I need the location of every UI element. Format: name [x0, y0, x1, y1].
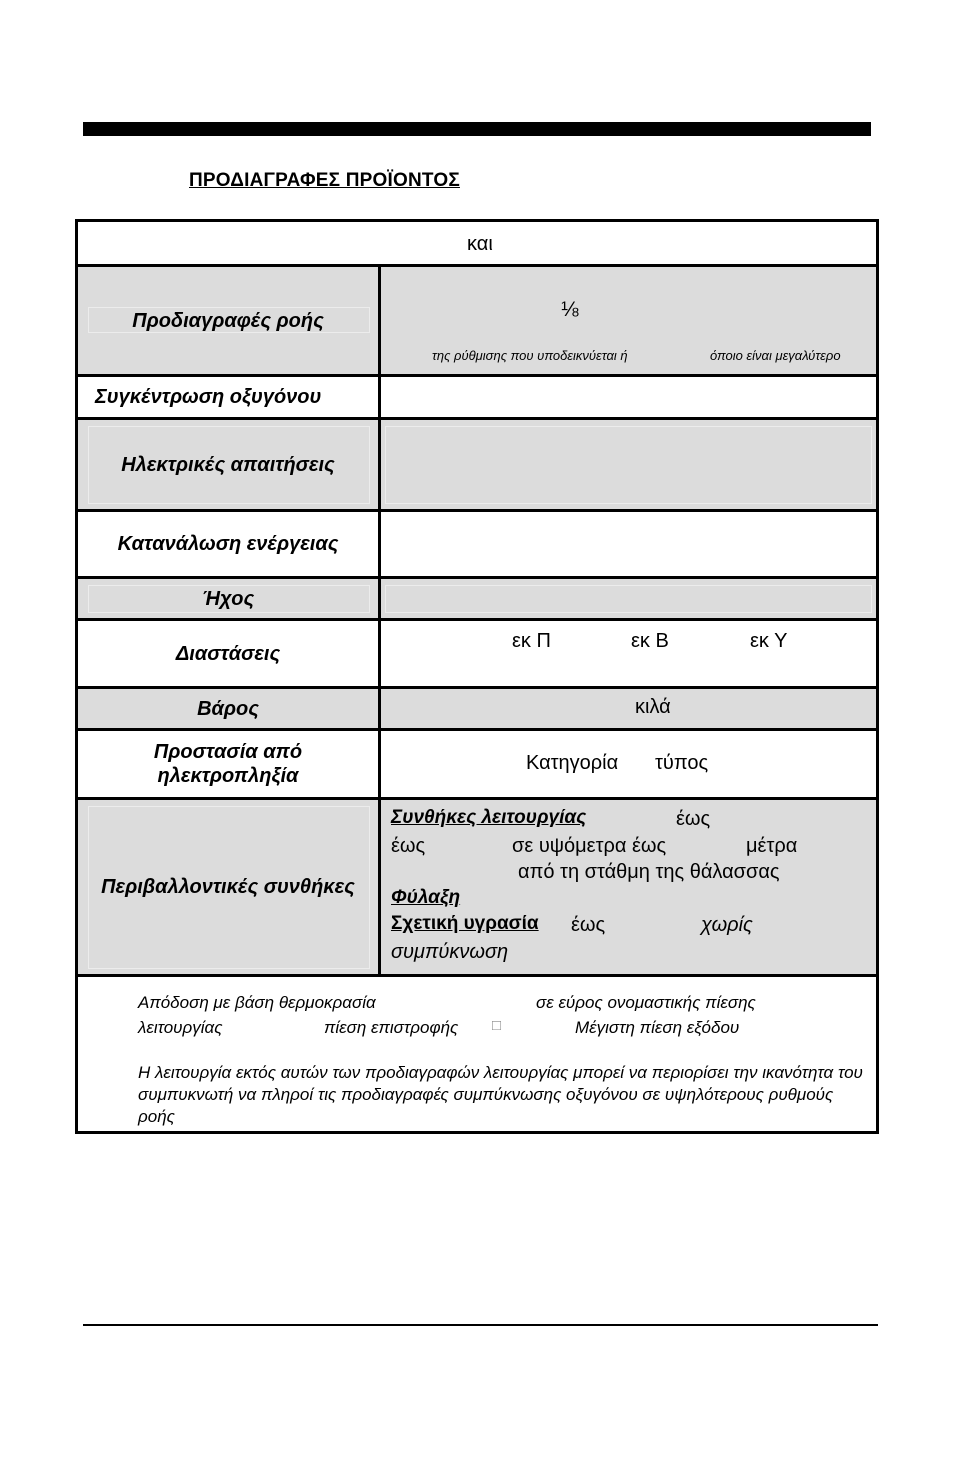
oxygen-label: Συγκέντρωση οξυγόνου: [95, 386, 322, 408]
spec-row-dimensions: [78, 618, 876, 686]
dimensions-value: [378, 621, 876, 686]
top-row-text: και: [467, 233, 493, 255]
footnote-perf-3: λειτουργίας: [138, 1018, 223, 1037]
operation-sea-level: από τη στάθμη της θάλασσας: [518, 861, 780, 883]
footnote-perf-2: σε εύρος ονομαστικής πίεσης: [536, 993, 756, 1012]
operation-heading: Συνθήκες λειτουργίας: [391, 807, 587, 828]
humidity-heading: Σχετική υγρασία: [391, 913, 539, 934]
spec-row-oxygen: [78, 374, 876, 417]
flow-symbol: ⅛: [561, 298, 579, 321]
flow-note-right: όποιο είναι μεγαλύτερο: [710, 348, 841, 363]
dimension-height: εκ Υ: [750, 630, 788, 652]
spec-row-flow: [78, 264, 876, 374]
spec-row-shock: [78, 728, 876, 797]
humidity-to: έως: [571, 914, 606, 936]
power-value: [378, 512, 876, 576]
flow-note-left: της ρύθμισης που υποδεικνύεται ή: [432, 348, 628, 363]
spec-row-sound: [78, 576, 876, 618]
operation-altitude: σε υψόμετρα έως: [512, 835, 667, 857]
footnote-perf-4: πίεση επιστροφής: [324, 1018, 459, 1037]
dimension-width: εκ Β: [631, 630, 669, 652]
dimension-depth: εκ Π: [512, 630, 551, 652]
shock-label-line1: Προστασία από: [153, 741, 303, 763]
page-title: ΠΡΟΔΙΑΓΡΑΦΕΣ ΠΡΟΪΟΝΤΟΣ: [189, 170, 460, 191]
shock-category: Κατηγορία: [526, 752, 619, 774]
environment-label: Περιβαλλοντικές συνθήκες: [101, 876, 355, 898]
electrical-value: [378, 420, 876, 509]
spec-footnote: [78, 974, 876, 1131]
weight-label: Βάρος: [197, 697, 259, 720]
shock-value: [378, 731, 876, 797]
electrical-label: Ηλεκτρικές απαιτήσεις: [121, 453, 335, 476]
humidity-condensation: συμπύκνωση: [391, 941, 509, 963]
spec-row-weight: [78, 686, 876, 728]
storage-heading: Φύλαξη: [391, 887, 461, 908]
power-label: Κατανάλωση ενέργειας: [117, 533, 339, 555]
sound-label: Ήχος: [201, 587, 255, 610]
weight-value: [378, 689, 876, 728]
header-bar: [83, 122, 871, 136]
weight-unit: κιλά: [635, 696, 671, 718]
spec-table: [75, 219, 879, 1134]
oxygen-value: [378, 377, 876, 417]
footnote-perf-1: Απόδοση με βάση θερμοκρασία: [138, 993, 376, 1012]
footnote-warning: Η λειτουργία εκτός αυτών των προδιαγραφών λειτουργίας μπορεί να περιορίσει την ικανότητα του συμπυκνωτή να πληροί τις προδιαγραφές συμπύκνωσης οξυγόνου σε υψηλότερους ρυθμούς ροής: [138, 1063, 863, 1126]
humidity-no: χωρίς: [701, 914, 753, 936]
flow-value: [378, 267, 876, 374]
shock-label-line2: ηλεκτροπληξία: [157, 765, 299, 787]
spec-row-environment: [78, 797, 876, 974]
spec-row-electrical: [78, 417, 876, 509]
shock-type: τύπος: [655, 752, 709, 774]
dimensions-label: Διαστάσεις: [175, 642, 281, 665]
spec-row-power: [78, 509, 876, 576]
flow-label: Προδιαγραφές ροής: [132, 309, 324, 332]
operation-to-1: έως: [676, 808, 711, 830]
operation-to-2: έως: [391, 835, 426, 857]
spec-row-top: [78, 222, 876, 264]
shock-label: [78, 731, 378, 797]
footer-rule: [83, 1324, 878, 1326]
sound-value: [378, 579, 876, 618]
footnote-perf-5: Μέγιστη πίεση εξόδου: [575, 1018, 740, 1037]
checkbox-icon: □: [492, 1017, 502, 1034]
operation-meters: μέτρα: [746, 835, 798, 857]
environment-value: [378, 800, 876, 974]
